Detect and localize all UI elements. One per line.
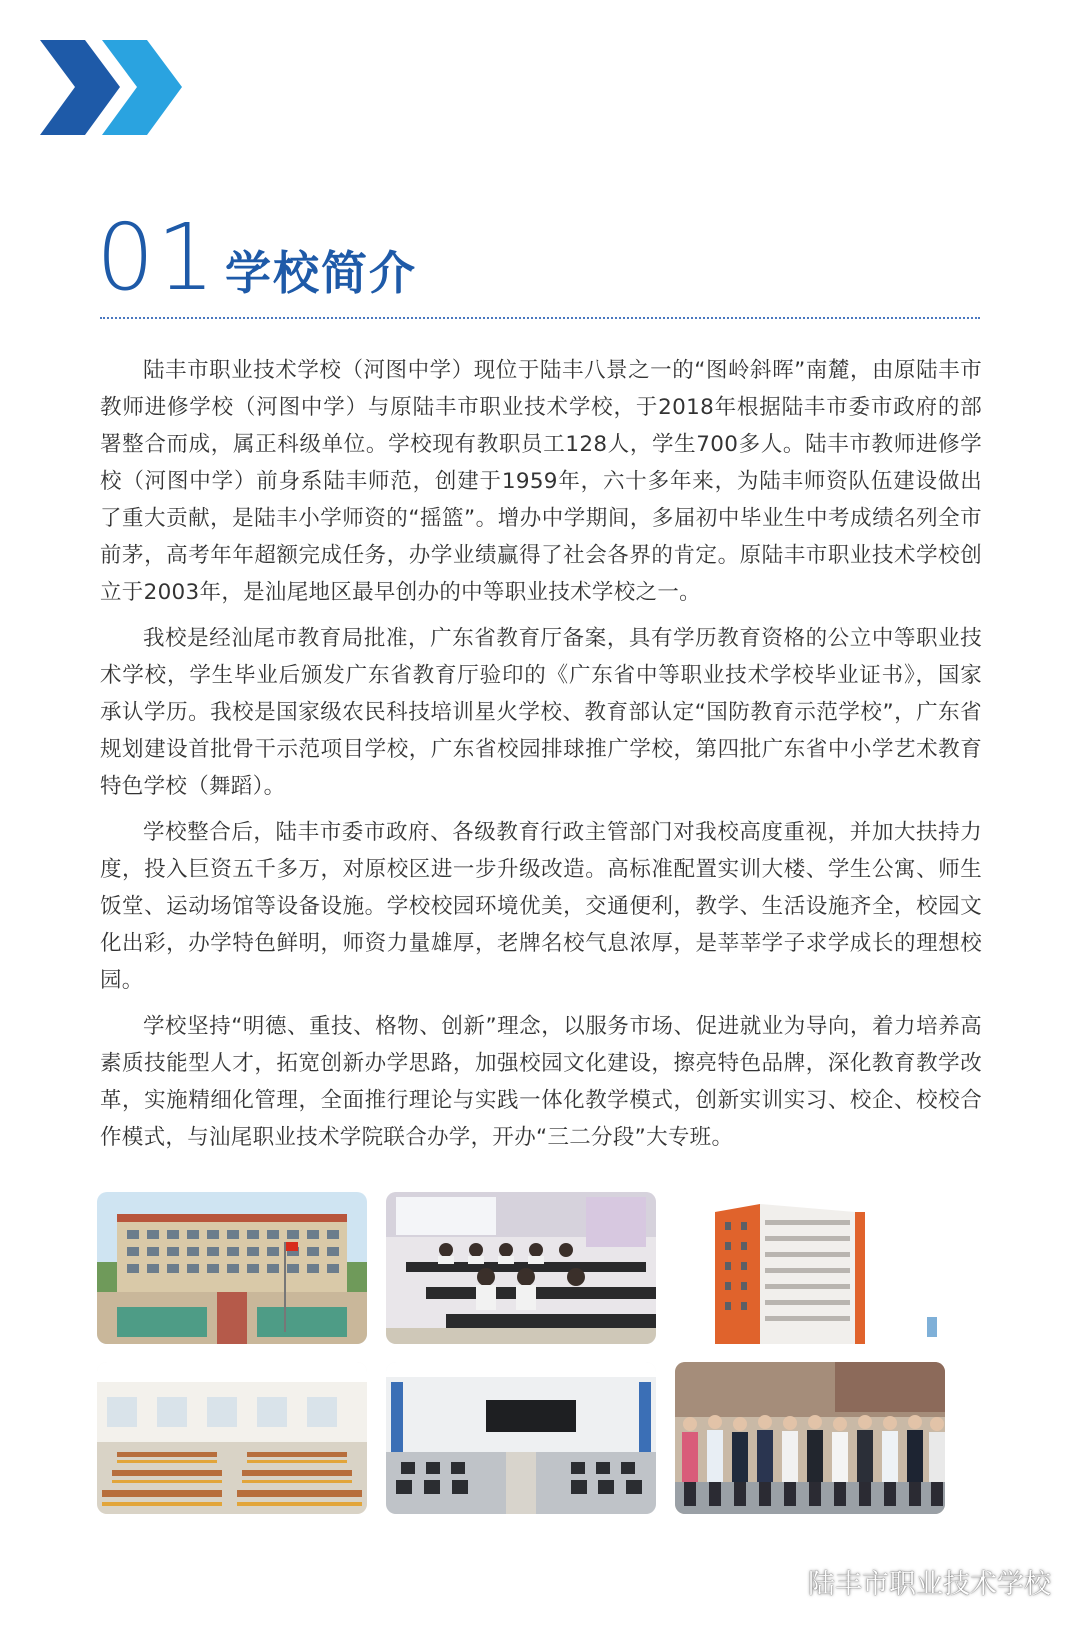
- photo-school-building: [97, 1192, 367, 1344]
- chevron-logo-icon: [40, 40, 190, 135]
- photo-dormitory-building: [675, 1192, 945, 1344]
- paragraph: 学校整合后，陆丰市委市政府、各级教育行政主管部门对我校高度重视，并加大扶持力度，投入巨资五千多万，对原校区进一步升级改造。高标准配置实训大楼、学生公寓、师生饭堂、运动场馆等设备设施。学校校园环境优美，交通便利，教学、生活设施齐全，校园文化出彩，办学特色鲜明，师资力量雄厚，老牌名校气息浓厚，是莘莘学子求学成长的理想校园。: [100, 820, 982, 993]
- photo-canteen: [97, 1362, 367, 1514]
- intro-text: [100, 352, 982, 1165]
- photo-piano-classroom: [386, 1192, 656, 1344]
- section-number: 01: [96, 204, 218, 311]
- photo-group-visit: [675, 1362, 945, 1514]
- dotted-divider: [100, 317, 980, 319]
- paragraph: 陆丰市职业技术学校（河图中学）现位于陆丰八景之一的“图岭斜晖”南麓，由原陆丰市教师进修学校（河图中学）与原陆丰市职业技术学校，于2018年根据陆丰市委市政府的部署整合而成，属正科级单位。学校现有教职员工128人，学生700多人。陆丰市教师进修学校（河图中学）前身系陆丰师范，创建于1959年，六十多年来，为陆丰师资队伍建设做出了重大贡献，是陆丰小学师资的“摇篮”。增办中学期间，多届初中毕业生中考成绩名列全市前茅，高考年年超额完成任务，办学业绩赢得了社会各界的肯定。原陆丰市职业技术学校创立于2003年，是汕尾地区最早创办的中等职业技术学校之一。: [100, 358, 982, 605]
- paragraph: 学校坚持“明德、重技、格物、创新”理念，以服务市场、促进就业为导向，着力培养高素质技能型人才，拓宽创新办学思路，加强校园文化建设，擦亮特色品牌，深化教育教学改革，实施精细化管理，全面推行理论与实践一体化教学模式，创新实训实习、校企、校校合作模式，与汕尾职业技术学院联合办学，开办“三二分段”大专班。: [100, 1014, 982, 1150]
- section-title: 学校简介: [225, 246, 417, 300]
- paragraph: 我校是经汕尾市教育局批准，广东省教育厅备案，具有学历教育资格的公立中等职业技术学校，学生毕业后颁发广东省教育厅验印的《广东省中等职业技术学校毕业证书》，国家承认学历。我校是国家级农民科技培训星火学校、教育部认定“国防教育示范学校”，广东省规划建设首批骨干示范项目学校，广东省校园排球推广学校，第四批广东省中小学艺术教育特色学校（舞蹈）。: [100, 626, 982, 799]
- watermark-text: 陆丰市职业技术学校: [808, 1569, 1051, 1600]
- wechat-icon: [760, 1566, 800, 1598]
- photo-computer-lab: [386, 1362, 656, 1514]
- account-watermark: [760, 1562, 1051, 1601]
